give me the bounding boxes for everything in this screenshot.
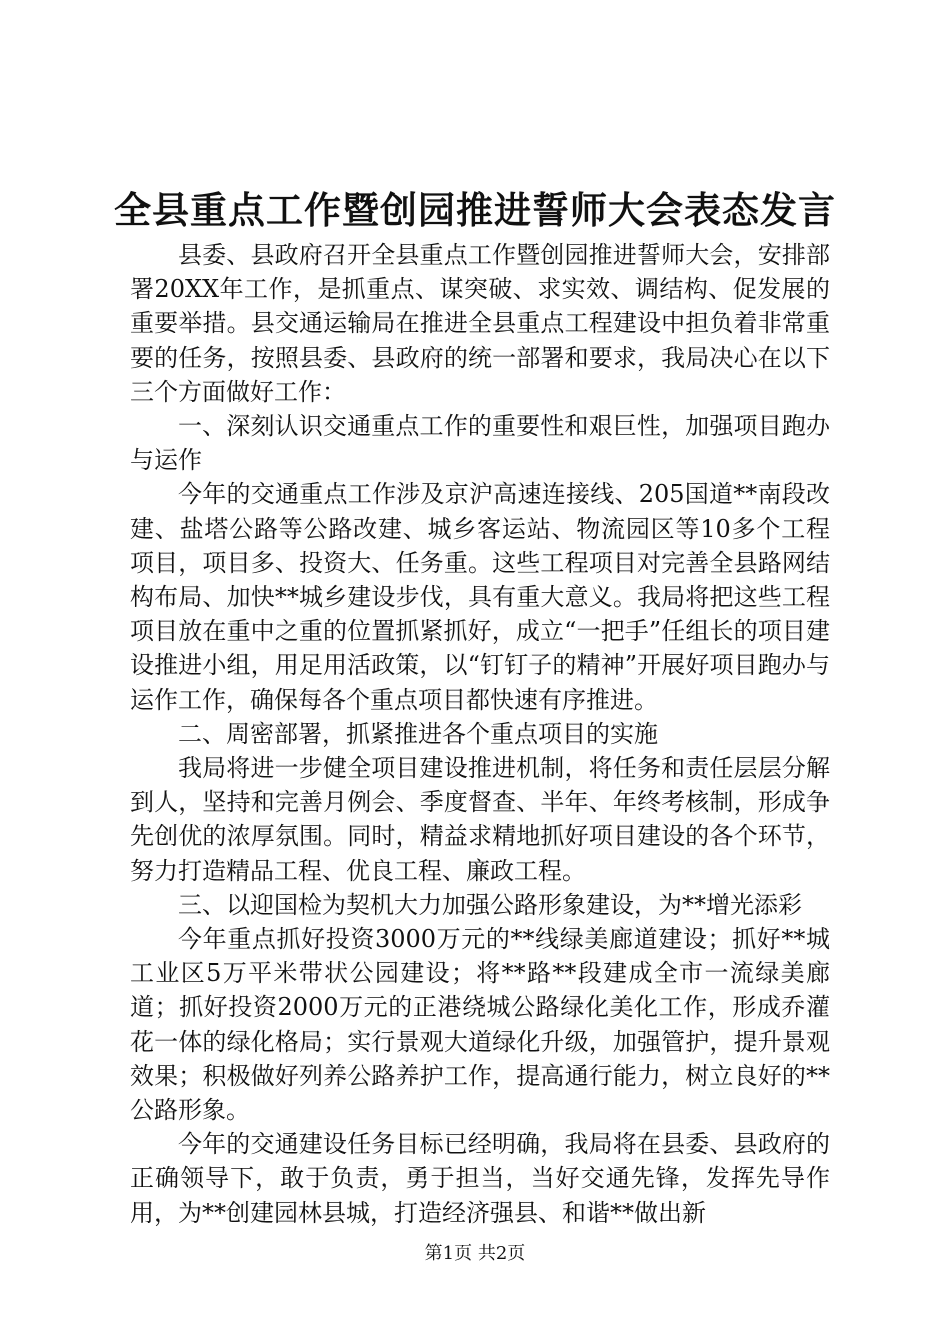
section-heading-1: 一、深刻认识交通重点工作的重要性和艰巨性，加强项目跑办与运作 bbox=[130, 412, 830, 475]
paragraph-intro: 县委、县政府召开全县重点工作暨创园推进誓师大会，安排部署20XX年工作，是抓重点、谋突破、求实效、调结构、促发展的重要举措。县交通运输局在推进全县重点工程建设中担负着非常重要的任务，按照县委、县政府的统一部署和要求，我局决心在以下三个方面做好工作： bbox=[130, 241, 830, 406]
section-heading-3: 三、以迎国检为契机大力加强公路形象建设，为**增光添彩 bbox=[178, 890, 802, 919]
paragraph-closing: 今年的交通建设任务目标已经明确，我局将在县委、县政府的正确领导下，敢于负责，勇于担当，当好交通先锋，发挥先导作用，为**创建园林县城，打造经济强县、和谐**做出新 bbox=[130, 1130, 830, 1227]
paragraph-section-2: 我局将进一步健全项目建设推进机制，将任务和责任层层分解到人，坚持和完善月例会、季度督查、半年、年终考核制，形成争先创优的浓厚氛围。同时，精益求精地抓好项目建设的各个环节，努力打造精品工程、优良工程、廉政工程。 bbox=[130, 754, 830, 885]
document-body bbox=[130, 238, 830, 1230]
page-number-footer: 第1页 共2页 bbox=[424, 1243, 526, 1264]
document-title: 全县重点工作暨创园推进誓师大会表态发言 bbox=[114, 188, 836, 232]
paragraph-section-1: 今年的交通重点工作涉及京沪高速连接线、205国道**南段改建、盐塔公路等公路改建、城乡客运站、物流园区等10多个工程项目，项目多、投资大、任务重。这些工程项目对完善全县路网结构布局、加快**城乡建设步伐，具有重大意义。我局将把这些工程项目放在重中之重的位置抓紧抓好，成立“一把手”任组长的项目建设推进小组，用足用活政策，以“钉钉子的精神”开展好项目跑办与运作工作，确保每各个重点项目都快速有序推进。 bbox=[130, 480, 830, 714]
paragraph-section-3: 今年重点抓好投资3000万元的**线绿美廊道建设；抓好**城工业区5万平米带状公园建设；将**路**段建成全市一流绿美廊道；抓好投资2000万元的正港绕城公路绿化美化工作，形成乔灌花一体的绿化格局；实行景观大道绿化升级，加强管护，提升景观效果；积极做好列养公路养护工作，提高通行能力，树立良好的**公路形象。 bbox=[130, 925, 830, 1125]
section-heading-2: 二、周密部署，抓紧推进各个重点项目的实施 bbox=[178, 719, 658, 748]
